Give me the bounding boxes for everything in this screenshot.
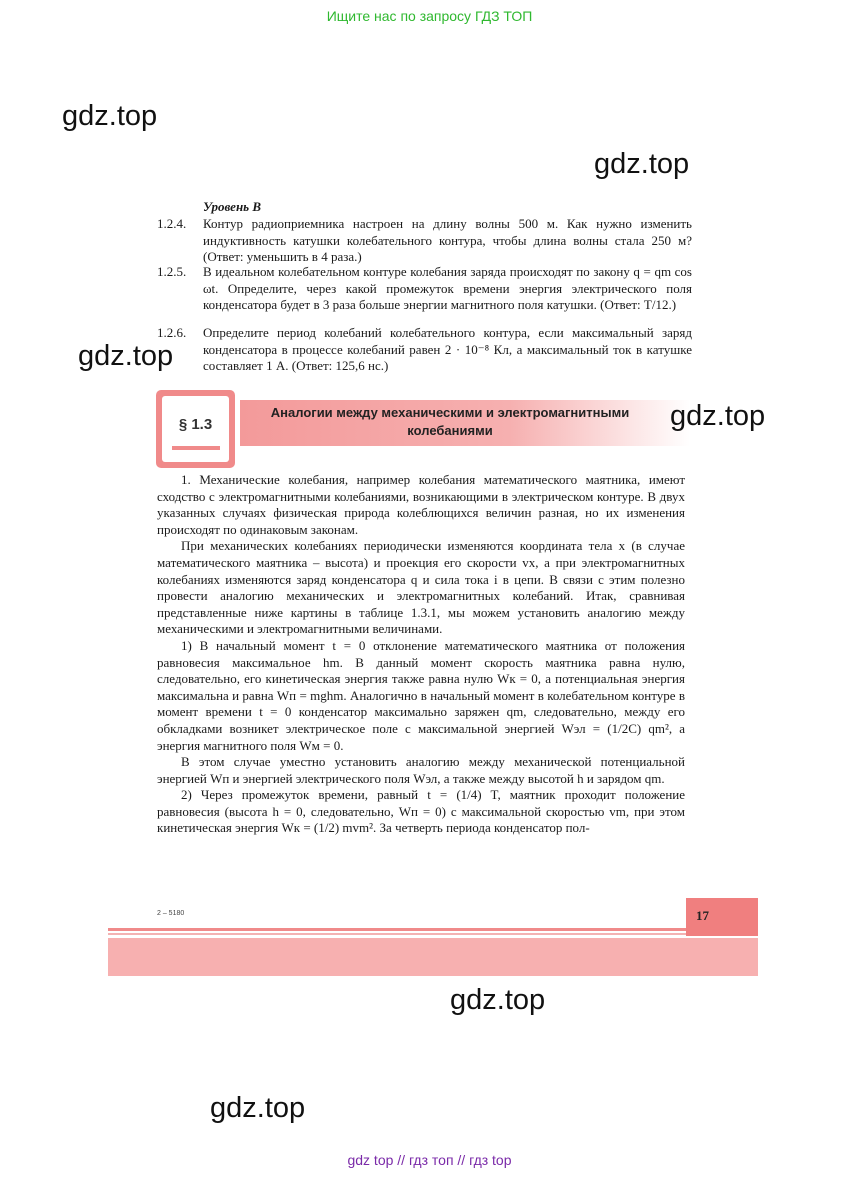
page-number: 17 [696,908,709,923]
watermark: gdz.top [210,1092,306,1124]
section-number-box [156,390,235,468]
page-number-box [686,898,758,936]
level-title: Уровень В [203,199,262,214]
footer-rule [108,933,686,935]
footer-code: 2 – 5180 [157,910,185,917]
watermark: gdz.top [594,148,690,180]
paragraph: 2) Через промежуток времени, равный t = (1/4) T, маятник проходит положение равновесия (высота h = 0, следовательно, Wп = 0) с максимальной скоростью vm, при этом кинетическая энергия Wк = (1/2) mvm². За четверть периода конденсатор пол- [157,787,685,836]
section-title: Аналогии между механическими и электромагнитными колебаниями [270,405,630,438]
problem-number: 1.2.4. [157,216,187,231]
footer-rule [108,928,686,931]
section-box-bar [172,446,220,450]
problem-text: Контур радиоприемника настроен на длину волны 500 м. Как нужно изменить индуктивность катушки колебательного контура, чтобы длина волны стала 250 м? (Ответ: уменьшить в 4 раза.) [203,216,692,264]
paragraph: В этом случае уместно установить аналогию между механической потенциальной энергией Wп и энергией электрического поля Wэл, а также между высотой h и зарядом qm. [157,754,685,786]
problem-item [157,325,692,375]
bottom-links[interactable]: gdz top // гдз топ // гдз top [347,1152,512,1168]
watermark: gdz.top [62,100,158,132]
problem-text: Определите период колебаний колебательного контура, если максимальный заряд конденсатора в процессе колебаний равен 2 · 10⁻⁸ Кл, а максимальный ток в катушке составляет 1 А. (Ответ: 125,6 нс.) [203,325,692,373]
paragraph: При механических колебаниях периодически изменяются координата тела x (в случае математического маятника – высота) и проекция его скорости vx, а при электромагнитных колебаниях изменяются заряд конденсатора q и сила тока i в цепи. В связи с этим полезно провести аналогию механических и электромагнитных колебаний. Итак, сравнивая представленные ниже картины в таблице 1.3.1, мы можем установить аналогию между механическими и электромагнитными величинами. [157,538,685,637]
paragraph: 1) В начальный момент t = 0 отклонение математического маятника от положения равновесия максимальное hm. В данный момент скорость маятника равна нулю, следовательно, его кинетическая энергия также равна нулю Wк = 0, а потенциальная энергия максимальна и равна Wп = mghm. Аналогично в начальный момент в колебательном контуре в момент времени t = 0 конденсатор максимально заряжен qm, следовательно, между его обкладками возникет электрическое поле с максимальной энергией Wэл = (1/2C) qm², а энергия магнитного поля Wм = 0. [157,637,685,753]
section-title-band [240,400,690,446]
problem-number: 1.2.5. [157,264,187,279]
problem-text: В идеальном колебательном контуре колебания заряда происходят по закону q = qm cos ωt. Определите, через какой промежуток времени энергия электрического поля конденсатора будет в 3 раза больше энергии магнитного поля катушки. (Ответ: T/12.) [203,264,692,312]
paragraph: 1. Механические колебания, например колебания математического маятника, имеют сходство с электромагнитными колебаниями, возникающими в электрическом контуре. В двух указанных случаях физическая природа колеблющихся величин разная, но их изменения происходят по одинаковым законам. [157,472,685,537]
problem-item [157,264,692,314]
watermark: gdz.top [670,400,766,432]
top-banner[interactable]: Ищите нас по запросу ГДЗ ТОП [326,8,533,24]
footer-band [108,938,758,976]
problem-item [157,216,692,266]
body-text [157,472,685,837]
problem-number: 1.2.6. [157,325,187,340]
watermark: gdz.top [78,340,174,372]
section-label: § 1.3 [178,416,213,433]
watermark: gdz.top [450,984,546,1016]
